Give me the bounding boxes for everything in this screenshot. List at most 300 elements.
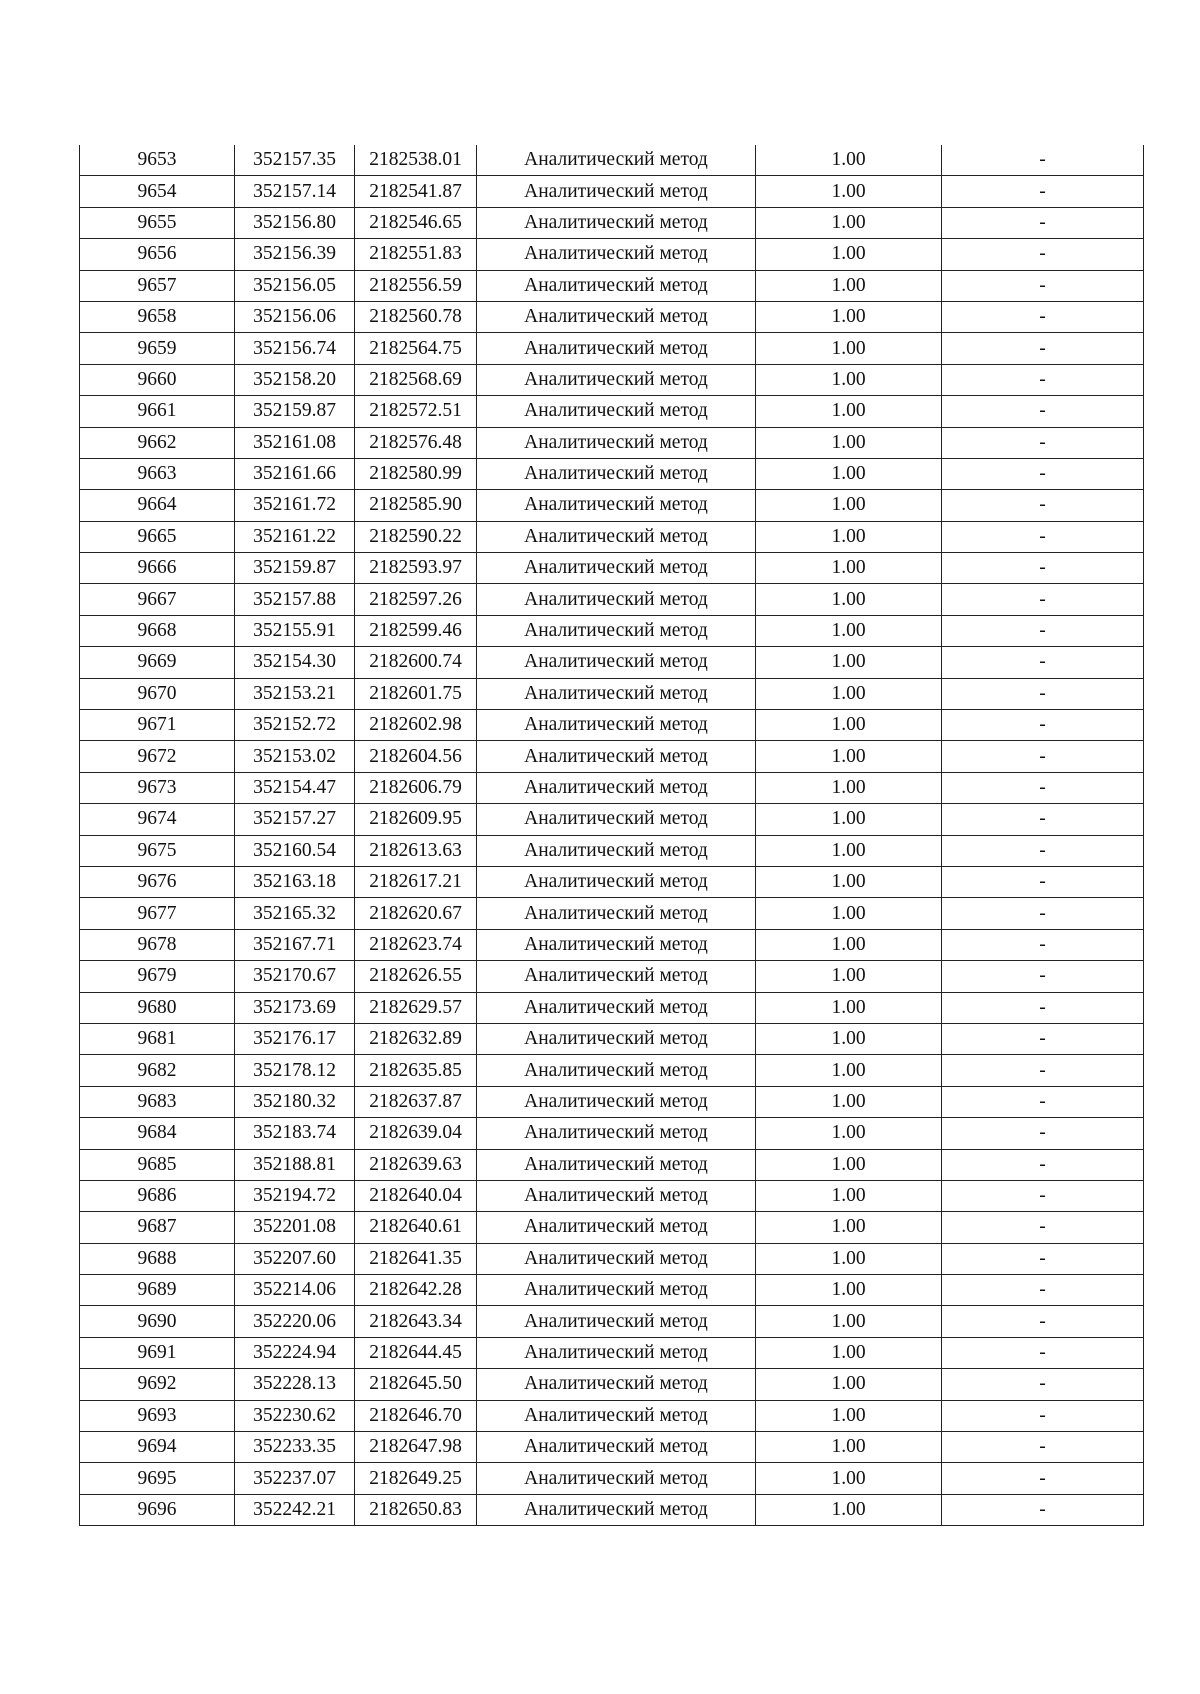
method-cell: Аналитический метод xyxy=(477,615,756,646)
method-cell: Аналитический метод xyxy=(477,1463,756,1494)
method-cell: Аналитический метод xyxy=(477,961,756,992)
table-row xyxy=(80,364,1144,395)
y-coordinate-cell: 2182635.85 xyxy=(355,1055,477,1086)
x-coordinate-cell: 352157.27 xyxy=(235,804,355,835)
description-cell: - xyxy=(942,333,1144,364)
x-coordinate-cell: 352237.07 xyxy=(235,1463,355,1494)
method-cell: Аналитический метод xyxy=(477,553,756,584)
point-number-cell: 9690 xyxy=(80,1306,235,1337)
accuracy-cell: 1.00 xyxy=(756,364,942,395)
table-row xyxy=(80,961,1144,992)
table-row xyxy=(80,521,1144,552)
x-coordinate-cell: 352183.74 xyxy=(235,1118,355,1149)
accuracy-cell: 1.00 xyxy=(756,396,942,427)
description-cell: - xyxy=(942,521,1144,552)
method-cell: Аналитический метод xyxy=(477,1023,756,1054)
accuracy-cell: 1.00 xyxy=(756,176,942,207)
point-number-cell: 9667 xyxy=(80,584,235,615)
x-coordinate-cell: 352159.87 xyxy=(235,553,355,584)
x-coordinate-cell: 352158.20 xyxy=(235,364,355,395)
accuracy-cell: 1.00 xyxy=(756,1023,942,1054)
table-row xyxy=(80,1369,1144,1400)
table-row xyxy=(80,1306,1144,1337)
method-cell: Аналитический метод xyxy=(477,521,756,552)
description-cell: - xyxy=(942,584,1144,615)
description-cell: - xyxy=(942,866,1144,897)
table-row xyxy=(80,1337,1144,1368)
table-row xyxy=(80,176,1144,207)
point-number-cell: 9663 xyxy=(80,458,235,489)
description-cell: - xyxy=(942,835,1144,866)
x-coordinate-cell: 352156.05 xyxy=(235,270,355,301)
description-cell: - xyxy=(942,615,1144,646)
table-row xyxy=(80,490,1144,521)
method-cell: Аналитический метод xyxy=(477,1400,756,1431)
point-number-cell: 9689 xyxy=(80,1275,235,1306)
x-coordinate-cell: 352165.32 xyxy=(235,898,355,929)
y-coordinate-cell: 2182620.67 xyxy=(355,898,477,929)
x-coordinate-cell: 352167.71 xyxy=(235,929,355,960)
description-cell: - xyxy=(942,741,1144,772)
point-number-cell: 9683 xyxy=(80,1086,235,1117)
y-coordinate-cell: 2182580.99 xyxy=(355,458,477,489)
point-number-cell: 9674 xyxy=(80,804,235,835)
method-cell: Аналитический метод xyxy=(477,1180,756,1211)
method-cell: Аналитический метод xyxy=(477,678,756,709)
method-cell: Аналитический метод xyxy=(477,992,756,1023)
y-coordinate-cell: 2182590.22 xyxy=(355,521,477,552)
point-number-cell: 9672 xyxy=(80,741,235,772)
x-coordinate-cell: 352161.22 xyxy=(235,521,355,552)
table-row xyxy=(80,710,1144,741)
accuracy-cell: 1.00 xyxy=(756,647,942,678)
point-number-cell: 9695 xyxy=(80,1463,235,1494)
y-coordinate-cell: 2182599.46 xyxy=(355,615,477,646)
accuracy-cell: 1.00 xyxy=(756,1243,942,1274)
accuracy-cell: 1.00 xyxy=(756,772,942,803)
description-cell: - xyxy=(942,396,1144,427)
method-cell: Аналитический метод xyxy=(477,333,756,364)
table-row xyxy=(80,396,1144,427)
description-cell: - xyxy=(942,961,1144,992)
description-cell: - xyxy=(942,678,1144,709)
y-coordinate-cell: 2182560.78 xyxy=(355,301,477,332)
accuracy-cell: 1.00 xyxy=(756,427,942,458)
y-coordinate-cell: 2182626.55 xyxy=(355,961,477,992)
accuracy-cell: 1.00 xyxy=(756,866,942,897)
description-cell: - xyxy=(942,458,1144,489)
x-coordinate-cell: 352154.47 xyxy=(235,772,355,803)
table-row xyxy=(80,1149,1144,1180)
point-number-cell: 9684 xyxy=(80,1118,235,1149)
y-coordinate-cell: 2182601.75 xyxy=(355,678,477,709)
point-number-cell: 9679 xyxy=(80,961,235,992)
method-cell: Аналитический метод xyxy=(477,270,756,301)
point-number-cell: 9694 xyxy=(80,1432,235,1463)
y-coordinate-cell: 2182606.79 xyxy=(355,772,477,803)
point-number-cell: 9661 xyxy=(80,396,235,427)
x-coordinate-cell: 352220.06 xyxy=(235,1306,355,1337)
description-cell: - xyxy=(942,647,1144,678)
point-number-cell: 9670 xyxy=(80,678,235,709)
method-cell: Аналитический метод xyxy=(477,1055,756,1086)
method-cell: Аналитический метод xyxy=(477,1275,756,1306)
accuracy-cell: 1.00 xyxy=(756,804,942,835)
method-cell: Аналитический метод xyxy=(477,1212,756,1243)
description-cell: - xyxy=(942,1337,1144,1368)
point-number-cell: 9687 xyxy=(80,1212,235,1243)
accuracy-cell: 1.00 xyxy=(756,1118,942,1149)
accuracy-cell: 1.00 xyxy=(756,1275,942,1306)
point-number-cell: 9677 xyxy=(80,898,235,929)
y-coordinate-cell: 2182551.83 xyxy=(355,239,477,270)
point-number-cell: 9691 xyxy=(80,1337,235,1368)
description-cell: - xyxy=(942,1275,1144,1306)
description-cell: - xyxy=(942,145,1144,176)
point-number-cell: 9692 xyxy=(80,1369,235,1400)
description-cell: - xyxy=(942,898,1144,929)
x-coordinate-cell: 352194.72 xyxy=(235,1180,355,1211)
x-coordinate-cell: 352155.91 xyxy=(235,615,355,646)
point-number-cell: 9659 xyxy=(80,333,235,364)
table-row xyxy=(80,1086,1144,1117)
point-number-cell: 9665 xyxy=(80,521,235,552)
accuracy-cell: 1.00 xyxy=(756,207,942,238)
description-cell: - xyxy=(942,1055,1144,1086)
method-cell: Аналитический метод xyxy=(477,396,756,427)
point-number-cell: 9678 xyxy=(80,929,235,960)
description-cell: - xyxy=(942,176,1144,207)
point-number-cell: 9686 xyxy=(80,1180,235,1211)
y-coordinate-cell: 2182585.90 xyxy=(355,490,477,521)
method-cell: Аналитический метод xyxy=(477,1337,756,1368)
accuracy-cell: 1.00 xyxy=(756,301,942,332)
accuracy-cell: 1.00 xyxy=(756,1400,942,1431)
point-number-cell: 9688 xyxy=(80,1243,235,1274)
description-cell: - xyxy=(942,427,1144,458)
y-coordinate-cell: 2182649.25 xyxy=(355,1463,477,1494)
table-row xyxy=(80,584,1144,615)
x-coordinate-cell: 352176.17 xyxy=(235,1023,355,1054)
method-cell: Аналитический метод xyxy=(477,1118,756,1149)
description-cell: - xyxy=(942,992,1144,1023)
x-coordinate-cell: 352156.06 xyxy=(235,301,355,332)
y-coordinate-cell: 2182546.65 xyxy=(355,207,477,238)
y-coordinate-cell: 2182604.56 xyxy=(355,741,477,772)
point-number-cell: 9657 xyxy=(80,270,235,301)
y-coordinate-cell: 2182556.59 xyxy=(355,270,477,301)
accuracy-cell: 1.00 xyxy=(756,584,942,615)
table-row xyxy=(80,270,1144,301)
accuracy-cell: 1.00 xyxy=(756,741,942,772)
y-coordinate-cell: 2182597.26 xyxy=(355,584,477,615)
description-cell: - xyxy=(942,1086,1144,1117)
y-coordinate-cell: 2182645.50 xyxy=(355,1369,477,1400)
accuracy-cell: 1.00 xyxy=(756,1369,942,1400)
x-coordinate-cell: 352201.08 xyxy=(235,1212,355,1243)
table-row xyxy=(80,866,1144,897)
table-row xyxy=(80,239,1144,270)
table-row xyxy=(80,207,1144,238)
description-cell: - xyxy=(942,1306,1144,1337)
description-cell: - xyxy=(942,1243,1144,1274)
method-cell: Аналитический метод xyxy=(477,1306,756,1337)
y-coordinate-cell: 2182568.69 xyxy=(355,364,477,395)
y-coordinate-cell: 2182564.75 xyxy=(355,333,477,364)
description-cell: - xyxy=(942,1463,1144,1494)
x-coordinate-cell: 352178.12 xyxy=(235,1055,355,1086)
table-row xyxy=(80,1055,1144,1086)
table-row xyxy=(80,1494,1144,1525)
accuracy-cell: 1.00 xyxy=(756,458,942,489)
table-row xyxy=(80,333,1144,364)
table-row xyxy=(80,835,1144,866)
y-coordinate-cell: 2182593.97 xyxy=(355,553,477,584)
method-cell: Аналитический метод xyxy=(477,145,756,176)
y-coordinate-cell: 2182641.35 xyxy=(355,1243,477,1274)
point-number-cell: 9662 xyxy=(80,427,235,458)
method-cell: Аналитический метод xyxy=(477,1432,756,1463)
accuracy-cell: 1.00 xyxy=(756,1055,942,1086)
x-coordinate-cell: 352157.35 xyxy=(235,145,355,176)
table-row xyxy=(80,1243,1144,1274)
method-cell: Аналитический метод xyxy=(477,239,756,270)
y-coordinate-cell: 2182629.57 xyxy=(355,992,477,1023)
accuracy-cell: 1.00 xyxy=(756,898,942,929)
point-number-cell: 9653 xyxy=(80,145,235,176)
accuracy-cell: 1.00 xyxy=(756,1494,942,1525)
x-coordinate-cell: 352157.88 xyxy=(235,584,355,615)
point-number-cell: 9673 xyxy=(80,772,235,803)
point-number-cell: 9664 xyxy=(80,490,235,521)
description-cell: - xyxy=(942,1212,1144,1243)
y-coordinate-cell: 2182632.89 xyxy=(355,1023,477,1054)
point-number-cell: 9693 xyxy=(80,1400,235,1431)
method-cell: Аналитический метод xyxy=(477,929,756,960)
table-row xyxy=(80,427,1144,458)
method-cell: Аналитический метод xyxy=(477,364,756,395)
y-coordinate-cell: 2182600.74 xyxy=(355,647,477,678)
x-coordinate-cell: 352161.08 xyxy=(235,427,355,458)
point-number-cell: 9680 xyxy=(80,992,235,1023)
x-coordinate-cell: 352156.74 xyxy=(235,333,355,364)
description-cell: - xyxy=(942,1118,1144,1149)
accuracy-cell: 1.00 xyxy=(756,835,942,866)
y-coordinate-cell: 2182646.70 xyxy=(355,1400,477,1431)
x-coordinate-cell: 352224.94 xyxy=(235,1337,355,1368)
y-coordinate-cell: 2182647.98 xyxy=(355,1432,477,1463)
table-row xyxy=(80,1212,1144,1243)
method-cell: Аналитический метод xyxy=(477,584,756,615)
y-coordinate-cell: 2182643.34 xyxy=(355,1306,477,1337)
description-cell: - xyxy=(942,207,1144,238)
y-coordinate-cell: 2182538.01 xyxy=(355,145,477,176)
table-row xyxy=(80,741,1144,772)
table-row xyxy=(80,992,1144,1023)
table-row xyxy=(80,1463,1144,1494)
method-cell: Аналитический метод xyxy=(477,647,756,678)
accuracy-cell: 1.00 xyxy=(756,678,942,709)
x-coordinate-cell: 352170.67 xyxy=(235,961,355,992)
accuracy-cell: 1.00 xyxy=(756,961,942,992)
x-coordinate-cell: 352153.02 xyxy=(235,741,355,772)
x-coordinate-cell: 352154.30 xyxy=(235,647,355,678)
x-coordinate-cell: 352153.21 xyxy=(235,678,355,709)
table-row xyxy=(80,615,1144,646)
x-coordinate-cell: 352156.39 xyxy=(235,239,355,270)
method-cell: Аналитический метод xyxy=(477,427,756,458)
y-coordinate-cell: 2182617.21 xyxy=(355,866,477,897)
description-cell: - xyxy=(942,1494,1144,1525)
point-number-cell: 9675 xyxy=(80,835,235,866)
point-number-cell: 9696 xyxy=(80,1494,235,1525)
x-coordinate-cell: 352207.60 xyxy=(235,1243,355,1274)
description-cell: - xyxy=(942,1023,1144,1054)
y-coordinate-cell: 2182613.63 xyxy=(355,835,477,866)
y-coordinate-cell: 2182639.63 xyxy=(355,1149,477,1180)
x-coordinate-cell: 352156.80 xyxy=(235,207,355,238)
description-cell: - xyxy=(942,1369,1144,1400)
accuracy-cell: 1.00 xyxy=(756,1432,942,1463)
x-coordinate-cell: 352173.69 xyxy=(235,992,355,1023)
description-cell: - xyxy=(942,364,1144,395)
description-cell: - xyxy=(942,804,1144,835)
coordinates-table xyxy=(79,145,1144,1526)
point-number-cell: 9666 xyxy=(80,553,235,584)
y-coordinate-cell: 2182642.28 xyxy=(355,1275,477,1306)
x-coordinate-cell: 352188.81 xyxy=(235,1149,355,1180)
method-cell: Аналитический метод xyxy=(477,207,756,238)
description-cell: - xyxy=(942,772,1144,803)
method-cell: Аналитический метод xyxy=(477,710,756,741)
method-cell: Аналитический метод xyxy=(477,898,756,929)
point-number-cell: 9681 xyxy=(80,1023,235,1054)
x-coordinate-cell: 352160.54 xyxy=(235,835,355,866)
description-cell: - xyxy=(942,1180,1144,1211)
method-cell: Аналитический метод xyxy=(477,1369,756,1400)
table-row xyxy=(80,647,1144,678)
x-coordinate-cell: 352228.13 xyxy=(235,1369,355,1400)
description-cell: - xyxy=(942,490,1144,521)
table-row xyxy=(80,1275,1144,1306)
y-coordinate-cell: 2182644.45 xyxy=(355,1337,477,1368)
table-row xyxy=(80,898,1144,929)
table-row xyxy=(80,1180,1144,1211)
method-cell: Аналитический метод xyxy=(477,741,756,772)
description-cell: - xyxy=(942,239,1144,270)
point-number-cell: 9656 xyxy=(80,239,235,270)
accuracy-cell: 1.00 xyxy=(756,270,942,301)
y-coordinate-cell: 2182572.51 xyxy=(355,396,477,427)
y-coordinate-cell: 2182639.04 xyxy=(355,1118,477,1149)
y-coordinate-cell: 2182623.74 xyxy=(355,929,477,960)
x-coordinate-cell: 352161.66 xyxy=(235,458,355,489)
description-cell: - xyxy=(942,553,1144,584)
point-number-cell: 9669 xyxy=(80,647,235,678)
table-row xyxy=(80,804,1144,835)
table-row xyxy=(80,1400,1144,1431)
accuracy-cell: 1.00 xyxy=(756,1086,942,1117)
method-cell: Аналитический метод xyxy=(477,772,756,803)
y-coordinate-cell: 2182609.95 xyxy=(355,804,477,835)
table-row xyxy=(80,1118,1144,1149)
accuracy-cell: 1.00 xyxy=(756,1149,942,1180)
table-row xyxy=(80,145,1144,176)
y-coordinate-cell: 2182576.48 xyxy=(355,427,477,458)
description-cell: - xyxy=(942,301,1144,332)
x-coordinate-cell: 352233.35 xyxy=(235,1432,355,1463)
x-coordinate-cell: 352180.32 xyxy=(235,1086,355,1117)
point-number-cell: 9682 xyxy=(80,1055,235,1086)
point-number-cell: 9660 xyxy=(80,364,235,395)
method-cell: Аналитический метод xyxy=(477,176,756,207)
point-number-cell: 9676 xyxy=(80,866,235,897)
accuracy-cell: 1.00 xyxy=(756,992,942,1023)
method-cell: Аналитический метод xyxy=(477,866,756,897)
method-cell: Аналитический метод xyxy=(477,835,756,866)
table-row xyxy=(80,772,1144,803)
method-cell: Аналитический метод xyxy=(477,1149,756,1180)
accuracy-cell: 1.00 xyxy=(756,145,942,176)
y-coordinate-cell: 2182602.98 xyxy=(355,710,477,741)
method-cell: Аналитический метод xyxy=(477,1243,756,1274)
method-cell: Аналитический метод xyxy=(477,490,756,521)
point-number-cell: 9658 xyxy=(80,301,235,332)
point-number-cell: 9685 xyxy=(80,1149,235,1180)
accuracy-cell: 1.00 xyxy=(756,490,942,521)
description-cell: - xyxy=(942,929,1144,960)
table-row xyxy=(80,553,1144,584)
accuracy-cell: 1.00 xyxy=(756,1306,942,1337)
accuracy-cell: 1.00 xyxy=(756,1337,942,1368)
x-coordinate-cell: 352159.87 xyxy=(235,396,355,427)
description-cell: - xyxy=(942,710,1144,741)
accuracy-cell: 1.00 xyxy=(756,1212,942,1243)
y-coordinate-cell: 2182650.83 xyxy=(355,1494,477,1525)
y-coordinate-cell: 2182541.87 xyxy=(355,176,477,207)
table-row xyxy=(80,678,1144,709)
point-number-cell: 9654 xyxy=(80,176,235,207)
table-row xyxy=(80,1432,1144,1463)
x-coordinate-cell: 352157.14 xyxy=(235,176,355,207)
y-coordinate-cell: 2182640.61 xyxy=(355,1212,477,1243)
accuracy-cell: 1.00 xyxy=(756,710,942,741)
table-row xyxy=(80,458,1144,489)
x-coordinate-cell: 352230.62 xyxy=(235,1400,355,1431)
method-cell: Аналитический метод xyxy=(477,1494,756,1525)
description-cell: - xyxy=(942,270,1144,301)
x-coordinate-cell: 352242.21 xyxy=(235,1494,355,1525)
point-number-cell: 9671 xyxy=(80,710,235,741)
description-cell: - xyxy=(942,1400,1144,1431)
accuracy-cell: 1.00 xyxy=(756,521,942,552)
accuracy-cell: 1.00 xyxy=(756,239,942,270)
accuracy-cell: 1.00 xyxy=(756,929,942,960)
description-cell: - xyxy=(942,1149,1144,1180)
x-coordinate-cell: 352163.18 xyxy=(235,866,355,897)
accuracy-cell: 1.00 xyxy=(756,1463,942,1494)
x-coordinate-cell: 352152.72 xyxy=(235,710,355,741)
accuracy-cell: 1.00 xyxy=(756,333,942,364)
y-coordinate-cell: 2182640.04 xyxy=(355,1180,477,1211)
coordinates-table-body xyxy=(80,145,1144,1526)
accuracy-cell: 1.00 xyxy=(756,615,942,646)
method-cell: Аналитический метод xyxy=(477,1086,756,1117)
description-cell: - xyxy=(942,1432,1144,1463)
table-row xyxy=(80,301,1144,332)
method-cell: Аналитический метод xyxy=(477,458,756,489)
method-cell: Аналитический метод xyxy=(477,804,756,835)
